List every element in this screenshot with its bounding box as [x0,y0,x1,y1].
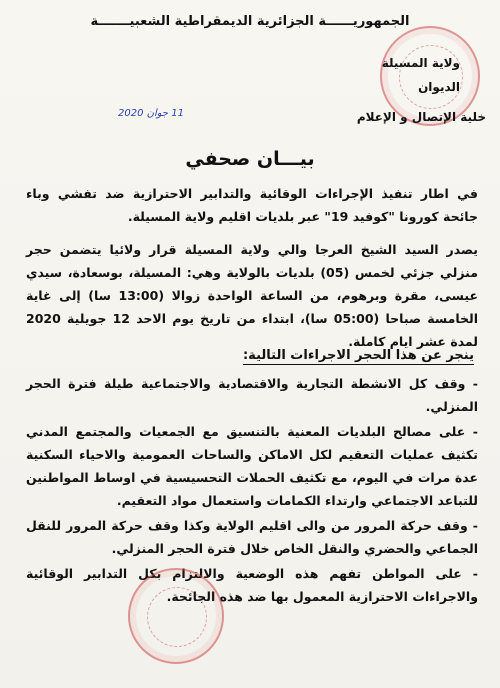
measure-item: - وقف كل الانشطة التجارية والاقتصادية والاجتماعية طيلة فترة الحجر المنزلي. [26,376,478,414]
measures-list [26,372,478,610]
issue-date: 11 جوان 2020 [118,108,185,119]
measure-item: - على المواطن تفهم هذه الوضعية والالتزام بكل التدابير الوقائية والاجراءات الاحترازية المعمول بها ضد هذه الجائحة. [26,566,478,604]
decision-paragraph: يصدر السيد الشيخ العرجا والي ولاية المسيلة قرار ولائيا يتضمن حجر منزلي جزئي لخمس (05) بلديات بالولاية وهي: المسيلة، بوسعادة، سيدي عيسى، مقرة وبرهوم، من الساعة الواحدة زوالا (13:00 سا) إلى غاية الخامسة صباحا (05:00 سا)، ابتداء من تاريخ يوم الاحد 12 جويلية 2020 لمدة عشر ايام كاملة. [26,242,478,349]
intro-paragraph: في اطار تنفيذ الإجراءات الوقائية والتدابير الاحترازية ضد تفشي وباء جائحة كورونا "كوفيد 19" عبر بلديات اقليم ولاية المسيلة. [26,186,478,224]
official-stamp-bottom [128,568,224,664]
cabinet-label: الديوان [418,80,460,94]
wilaya-name: ولاية المسيلة [381,56,460,70]
press-release-title: بيـــان صحفي [185,148,315,170]
measures-heading [22,348,474,363]
measure-item: - وقف حركة المرور من والى اقليم الولاية وكذا وقف حركة المرور للنقل الجماعي والحضري والنقل الخاص خلال فترة الحجر المنزلي. [26,518,478,556]
communication-cell: خلية الإتصال و الإعلام [356,110,486,124]
measures-heading-text: ينجر عن هذا الحجر الاجراءات التالية: [242,348,474,363]
measure-item: - على مصالح البلديات المعنية بالتنسيق مع الجمعيات والمجتمع المدني تكثيف عمليات التعقيم لكل الاماكن والساحات العمومية والاحياء السكنية عدة مرات في اليوم، مع تكثيف الحملات التحسيسية في اوساط المواطنين للتباعد الاجتماعي وارتداء الكمامات واستعمال مواد التعقيم. [26,424,478,508]
republic-header: الجمهوريــــــة الجزائرية الديمقراطية الشعبيـــــــة [90,14,410,29]
